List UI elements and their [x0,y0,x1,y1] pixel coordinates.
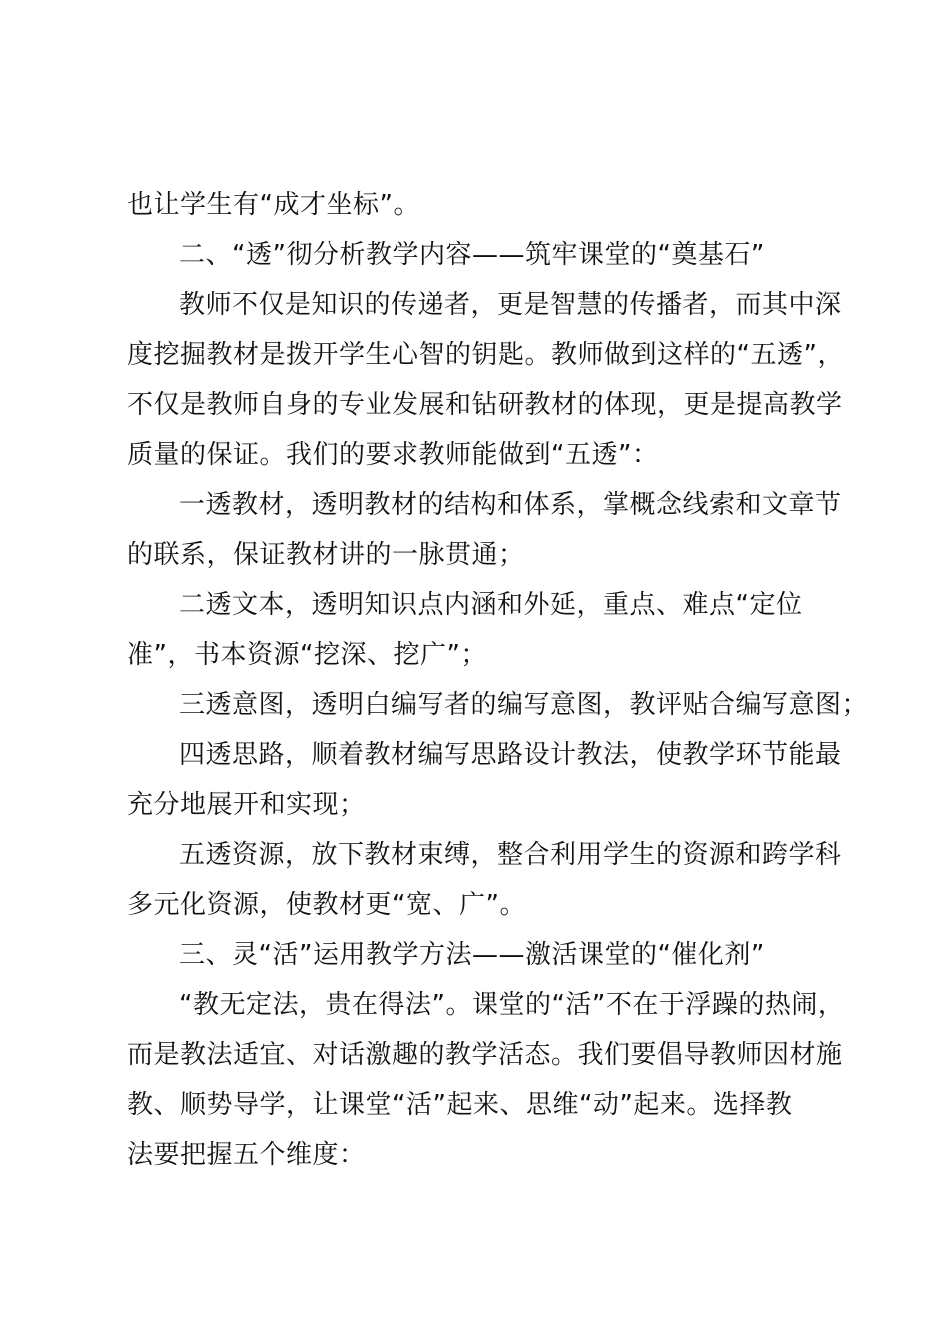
text-line-9: 二透文本，透明知识点内涵和外延，重点、难点“定位 [179,590,803,620]
text-line-14: 五透资源，放下教材束缚，整合利用学生的资源和跨学科 [179,840,842,870]
section-heading-2: 二、“透”彻分析教学内容——筑牢课堂的“奠基石” [179,240,765,270]
text-line-8: 的联系，保证教材讲的一脉贯通； [127,540,525,570]
text-line-3: 教师不仅是知识的传递者，更是智慧的传播者，而其中深 [179,290,842,320]
text-line-20: 法要把握五个维度： [127,1140,366,1170]
section-heading-3: 三、灵“活”运用教学方法——激活课堂的“催化剂” [179,940,765,970]
text-line-19: 教、顺势导学，让课堂“活”起来、思维“动”起来。选择教 [127,1090,793,1120]
text-line-10: 准”，书本资源“挖深、挖广”； [127,640,487,670]
text-line-11: 三透意图，透明白编写者的编写意图，教评贴合编写意图； [179,690,869,720]
text-line-1: 也让学生有“成才坐标”。 [127,190,420,220]
text-line-4: 度挖掘教材是拨开学生心智的钥匙。教师做到这样的“五透”， [127,340,844,370]
text-line-17: “教无定法，贵在得法”。课堂的“活”不在于浮躁的热闹， [179,990,845,1020]
text-line-6: 质量的保证。我们的要求教师能做到“五透”： [127,440,659,470]
text-line-13: 充分地展开和实现； [127,790,366,820]
text-line-18: 而是教法适宜、对话激趣的教学活态。我们要倡导教师因材施 [127,1040,843,1070]
text-line-7: 一透教材，透明教材的结构和体系，掌概念线索和文章节 [179,490,842,520]
text-line-5: 不仅是教师自身的专业发展和钻研教材的体现，更是提高教学 [127,390,843,420]
text-line-15: 多元化资源，使教材更“宽、广”。 [127,890,526,920]
text-line-12: 四透思路，顺着教材编写思路设计教法，使教学环节能最 [179,740,842,770]
